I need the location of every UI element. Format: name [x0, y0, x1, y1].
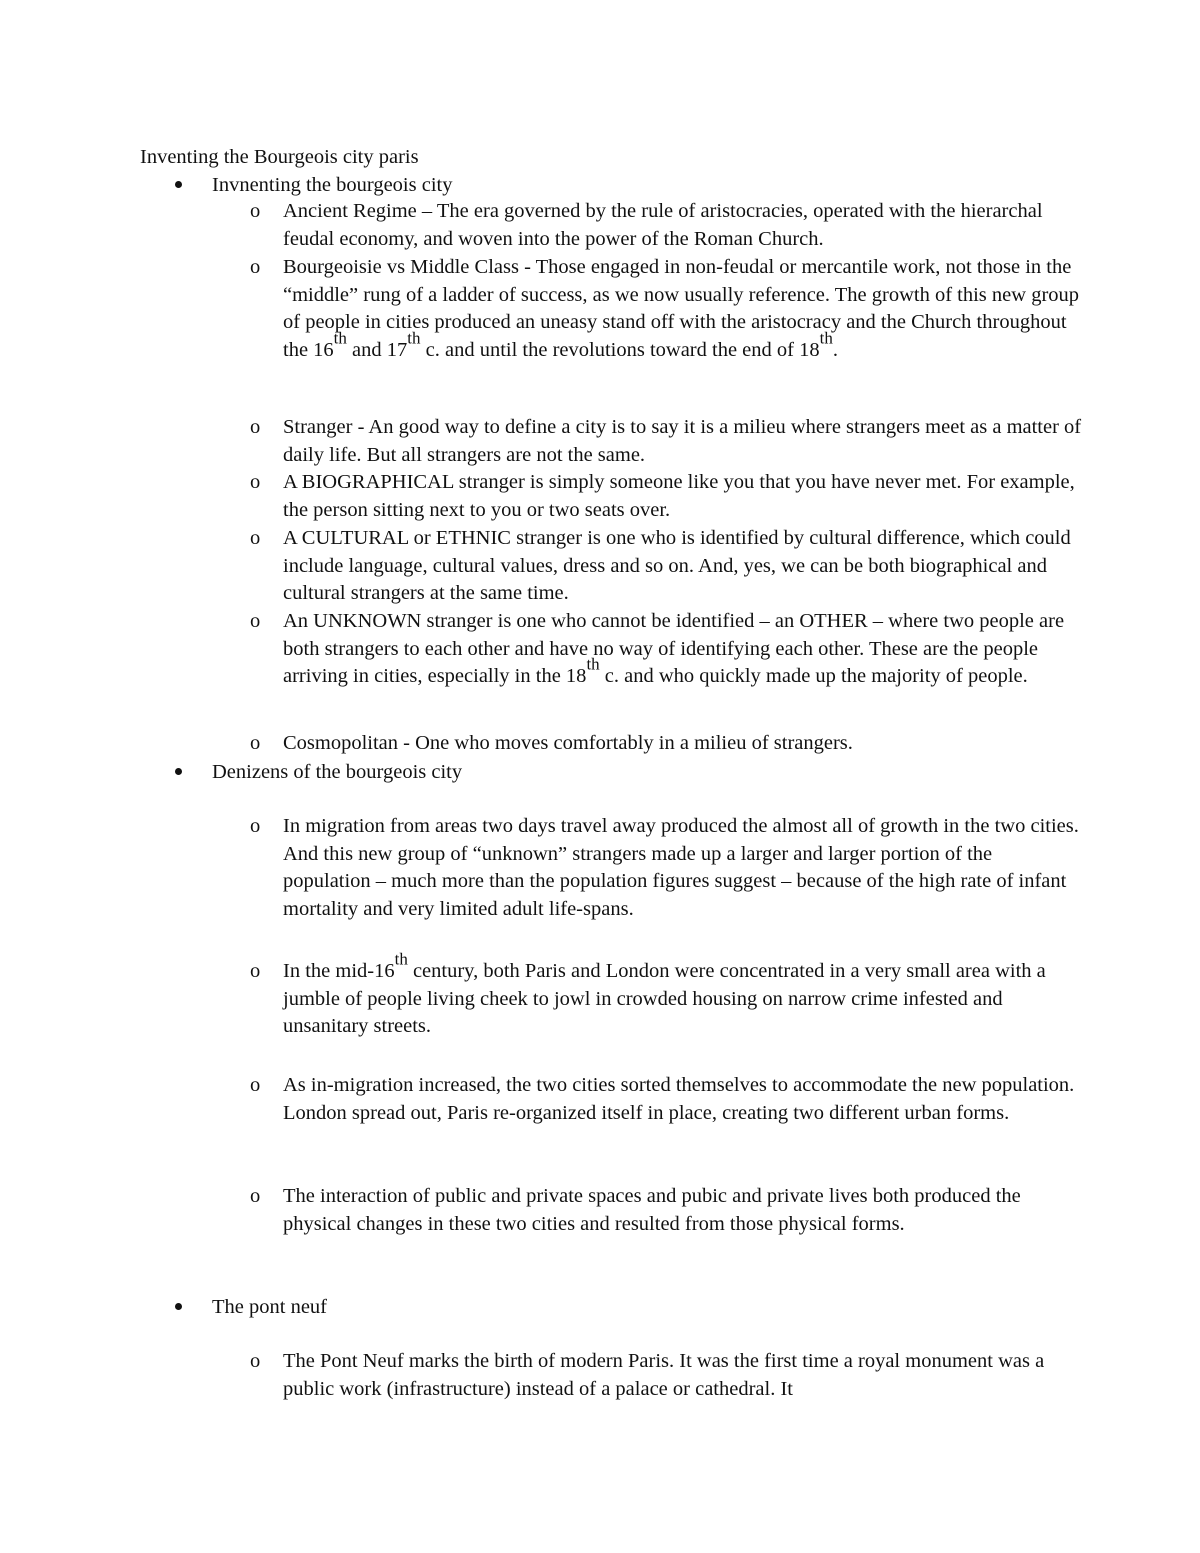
list-item-stranger: o Stranger - An good way to define a city is to say it is a milieu where strangers meet as a matter of daily life. But all strangers are not the same. [250, 416, 1082, 466]
list-item-biographical: o A BIOGRAPHICAL stranger is simply someone like you that you have never met. For example, the person sitting next to you or two seats over. [250, 471, 1075, 521]
list-item-cultural: o A CULTURAL or ETHNIC stranger is one who is identified by cultural difference, which could include language, cultural values, dress and so on. And, yes, we can be both biographical and cultural strangers at the same time. [250, 527, 1071, 605]
circle-bullet-icon: o [250, 256, 261, 278]
mid16-text-a: In the mid-16 [283, 960, 395, 982]
circle-bullet-icon: o [250, 1185, 261, 1207]
list-item-as-in-migration: o As in-migration increased, the two cities sorted themselves to accommodate the new population. London spread out, Paris re-organized itself in place, creating two different urban forms. [250, 1074, 1075, 1124]
superscript: th [394, 949, 408, 969]
superscript: th [333, 328, 347, 348]
mid16-text-b: century, both Paris and London were concentrated in a very small area with a jumble of people living cheek to jowl in crowded housing on narrow crime infested and unsanitary streets. [283, 960, 1046, 1038]
section-heading-denizens: Denizens of the bourgeois city [212, 758, 1072, 786]
superscript: th [407, 328, 421, 348]
list-item-mid-16th [250, 949, 1083, 1041]
list-item-cosmopolitan: o Cosmopolitan - One who moves comfortably in a milieu of strangers. [283, 730, 1083, 758]
list-item-in-migration: o In migration from areas two days travel away produced the almost all of growth in the two cities. And this new group of “unknown” strangers made up a larger and larger portion of the population – much more than the population figures suggest – because of the high rate of infant mortality and very limited adult life-spans. [250, 815, 1079, 920]
list-item-unknown [250, 608, 1083, 691]
list-item-ancient-regime: o Ancient Regime – The era governed by the rule of aristocracies, operated with the hierarchal feudal economy, and woven into the power of the Roman Church. [250, 200, 1043, 250]
circle-bullet-icon: o [250, 527, 261, 549]
list-item-pont-neuf: o The Pont Neuf marks the birth of modern Paris. It was the first time a royal monument was a public work (infrastructure) instead of a palace or cathedral. It [250, 1350, 1045, 1400]
superscript: th [819, 328, 833, 348]
circle-bullet-icon: o [250, 1350, 261, 1372]
circle-bullet-icon: o [250, 200, 261, 222]
bullet-icon [175, 181, 182, 188]
section-heading-pont-neuf: The pont neuf [212, 1293, 1072, 1321]
bullet-icon [175, 768, 182, 775]
bourgeoisie-text-a: Bourgeoisie vs Middle Class - Those engaged in non-feudal or mercantile work, not those in the “middle” rung of a ladder of success, as we now usually reference. The growth of this new group of people in cities produced an uneasy stand off with the aristocracy and the Church throughout the 16 [283, 256, 1080, 361]
superscript: th [586, 654, 600, 674]
document-title: Inventing the Bourgeois city paris [140, 146, 419, 168]
circle-bullet-icon: o [250, 610, 261, 632]
bullet-icon [175, 1303, 182, 1310]
list-item-interaction: o The interaction of public and private spaces and pubic and private lives both produced the physical changes in these two cities and resulted from those physical forms. [250, 1185, 1021, 1235]
circle-bullet-icon: o [250, 1074, 261, 1096]
list-item-bourgeoisie [250, 254, 1083, 364]
bourgeoisie-text-b: and 17 [346, 338, 408, 361]
circle-bullet-icon: o [250, 471, 261, 493]
unknown-text-b: c. and who quickly made up the majority of people. [599, 665, 1028, 688]
circle-bullet-icon: o [250, 416, 261, 438]
circle-bullet-icon: o [250, 960, 261, 982]
section-heading-inventing: Invnenting the bourgeois city [212, 171, 1072, 199]
bourgeoisie-text-d: . [832, 338, 838, 361]
bourgeoisie-text-c: c. and until the revolutions toward the end of 18 [420, 338, 820, 361]
unknown-text-a: An UNKNOWN stranger is one who cannot be identified – an OTHER – where two people are both strangers to each other and have no way of identifying each other. These are the people arriving in cities, especially in the 18 [283, 610, 1065, 688]
circle-bullet-icon: o [250, 815, 261, 837]
circle-bullet-icon: o [250, 732, 261, 754]
